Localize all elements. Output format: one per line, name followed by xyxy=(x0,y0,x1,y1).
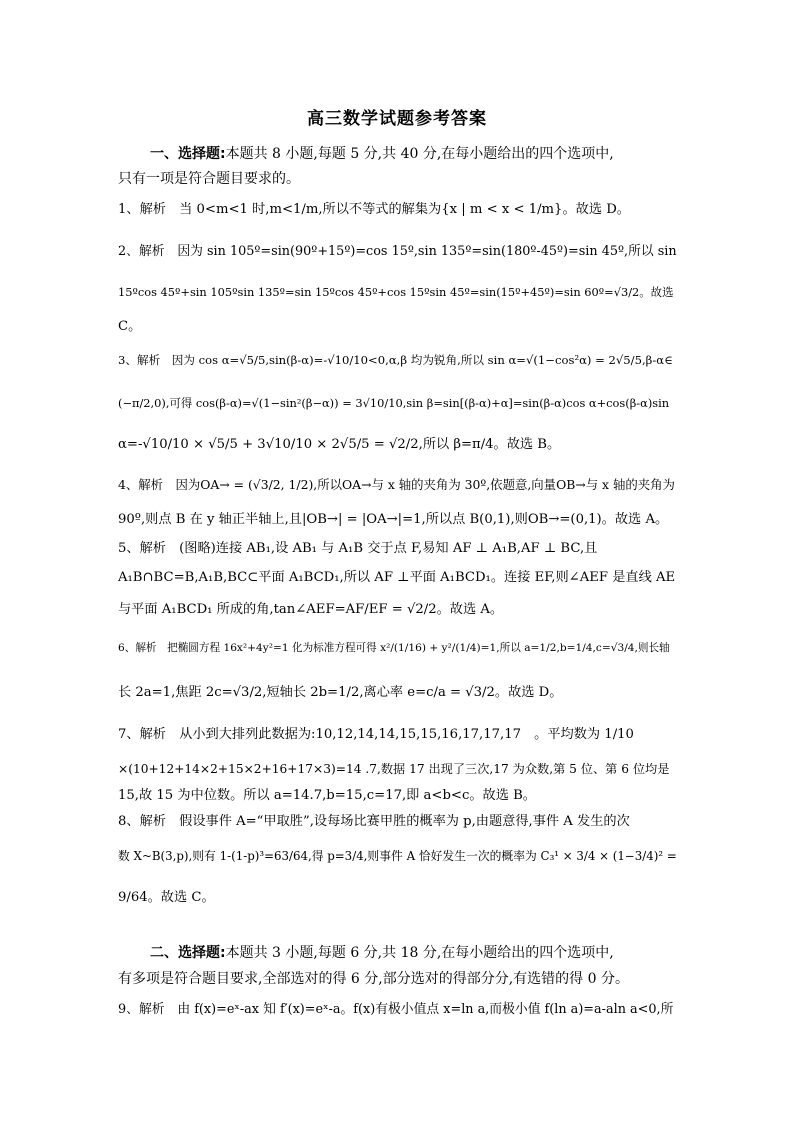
answer-2-line-3: C。 xyxy=(118,319,142,334)
answer-7-line-2: ×(10+12+14×2+15×2+16+17×3)=14 .7,数据 17 出现了三次,17 为众数,第 5 位、第 6 位均是 xyxy=(118,762,670,776)
answer-6-line-2: 长 2a=1,焦距 2c=√3/2,短轴长 2b=1/2,离心率 e=c/a = √3/2。故选 D。 xyxy=(118,685,563,700)
answer-3-line-2: (−π/2,0),可得 cos(β-α)=√(1−sin²(β−α)) = 3√10/10,sin β=sin[(β-α)+α]=sin(β-α)cos α+cos(β-α)sin xyxy=(118,396,670,410)
section-2-heading: 二、选择题: xyxy=(150,945,226,961)
page-title: 高三数学试题参考答案 xyxy=(307,109,487,129)
answer-8-line-1: 8、解析 假设事件 A=“甲取胜”,设每场比赛甲胜的概率为 p,由题意得,事件 A 发生的次 xyxy=(118,814,630,829)
answer-6-line-1: 6、解析 把椭圆方程 16x²+4y²=1 化为标准方程可得 x²/(1/16) + y²/(1/4)=1,所以 a=1/2,b=1/4,c=√3/4,则长轴 xyxy=(118,642,670,654)
answer-4-line-2: 90º,则点 B 在 y 轴正半轴上,且|OB→| = |OA→|=1,所以点 B(0,1),则OB→=(0,1)。故选 A。 xyxy=(118,512,669,527)
answer-7-line-1: 7、解析 从小到大排列此数据为:10,12,14,14,15,15,16,17,17,17 。平均数为 1/10 xyxy=(118,727,634,742)
section-1-intro xyxy=(150,147,678,161)
answer-9-line-1: 9、解析 由 f(x)=eˣ-ax 知 f′(x)=eˣ-a。f(x)有极小值点 x=ln a,而极小值 f(ln a)=a-aln a<0,所 xyxy=(118,1002,674,1017)
answer-1-line-1: 1、解析 当 0<m<1 时,m<1/m,所以不等式的解集为{x | m < x < 1/m}。故选 D。 xyxy=(118,202,630,217)
answer-2-line-2: 15ºcos 45º+sin 105ºsin 135º=sin 15ºcos 45º+cos 15ºsin 45º=sin(15º+45º)=sin 60º=√3/2。故选 xyxy=(118,285,674,299)
section-2-intro xyxy=(150,946,678,960)
section-2-intro-cont: 有多项是符合题目要求,全部选对的得 6 分,部分选对的得部分分,有选错的得 0 分。 xyxy=(118,971,629,987)
answer-5-line-2: A₁B∩BC=B,A₁B,BC⊂平面 A₁BCD₁,所以 AF ⊥平面 A₁BCD₁。连接 EF,则∠AEF 是直线 AE xyxy=(118,570,676,585)
answer-7-line-3: 15,故 15 为中位数。所以 a=14.7,b=15,c=17,即 a<b<c。故选 B。 xyxy=(118,788,536,803)
answer-5-line-1: 5、解析 (图略)连接 AB₁,设 AB₁ 与 A₁B 交于点 F,易知 AF ⊥ A₁B,AF ⊥ BC,且 xyxy=(118,541,598,556)
answer-3-line-1: 3、解析 因为 cos α=√5/5,sin(β-α)=-√10/10<0,α,β 均为锐角,所以 sin α=√(1−cos²α) = 2√5/5,β-α∈ xyxy=(118,353,673,367)
section-1-heading: 一、选择题: xyxy=(150,146,226,162)
answer-3-line-3: α=-√10/10 × √5/5 + 3√10/10 × 2√5/5 = √2/2,所以 β=π/4。故选 B。 xyxy=(118,437,561,452)
answer-8-line-3: 9/64。故选 C。 xyxy=(118,890,215,905)
answer-5-line-3: 与平面 A₁BCD₁ 所成的角,tan∠AEF=AF/EF = √2/2。故选 A。 xyxy=(118,602,504,617)
answer-4-line-1: 4、解析 因为OA→ = (√3/2, 1/2),所以OA→与 x 轴的夹角为 30º,依题意,向量OB→与 x 轴的夹角为 xyxy=(118,477,675,492)
section-1-description: 本题共 8 小题,每题 5 分,共 40 分,在每小题给出的四个选项中, xyxy=(225,146,614,162)
section-2-description: 本题共 3 小题,每题 6 分,共 18 分,在每小题给出的四个选项中, xyxy=(225,945,614,961)
answer-2-line-1: 2、解析 因为 sin 105º=sin(90º+15º)=cos 15º,sin 135º=sin(180º-45º)=sin 45º,所以 sin xyxy=(118,244,677,259)
section-1-intro-cont: 只有一项是符合题目要求的。 xyxy=(118,171,300,187)
answer-8-line-2: 数 X~B(3,p),则有 1-(1-p)³=63/64,得 p=3/4,则事件 A 恰好发生一次的概率为 C₃¹ × 3/4 × (1−3/4)² = xyxy=(118,849,677,863)
